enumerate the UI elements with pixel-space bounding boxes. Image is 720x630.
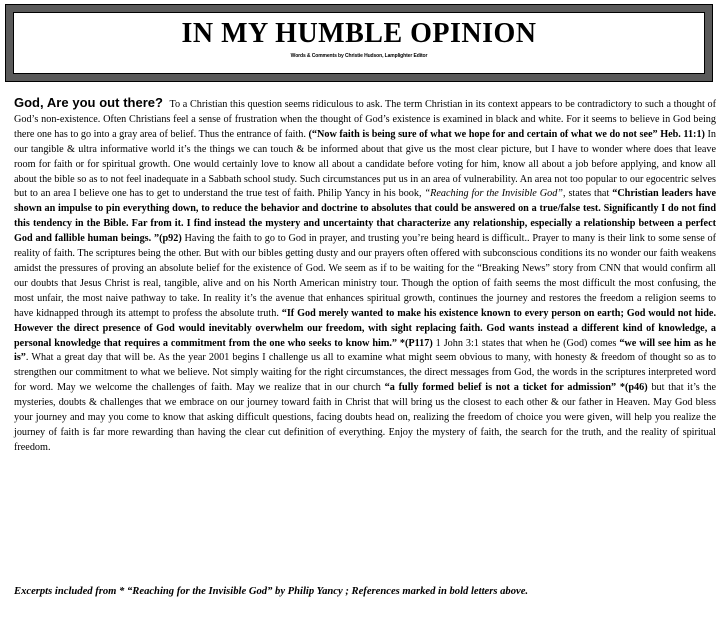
quote-yancy-p46: “a fully formed belief is not a ticket for admission” *(p46) <box>384 382 648 394</box>
article-text-6: . What a great day that will be. As the year 2001 begins I challenge us all to examine what might seem obvious to many, with honesty & freedom of thought so as to strengthen our commitment to what we believe. Not simply waiting for the right circumstances, the direct messages from God, the words in the scriptures interpreted word for word. May we welcome the challenges of faith. May we realize that in our church <box>14 352 716 394</box>
book-title: “Reaching for the Invisible God” <box>424 188 563 200</box>
article-body <box>14 96 716 456</box>
lead-question: God, Are you out there? <box>14 95 163 110</box>
column-byline: Words & Comments by Christie Hudson, Lamplighter Editor <box>290 53 428 59</box>
masthead-banner <box>5 4 713 82</box>
masthead-panel <box>13 12 705 74</box>
column-title: IN MY HUMBLE OPINION <box>181 18 537 49</box>
article-text-1: To a Christian this question seems ridiculous to ask. The term Christian in its context appears to be contradictory to such a thought of God’s non-existence. Often Christians feel a sense of frustration when the thought of God’s existence is examined in black and white. For it seems to believe in God being there one has to go into a gray area of belief. Thus the entrance of faith. <box>14 99 716 140</box>
article-text-4: Having the faith to go to God in prayer, and trusting you’re being heard is difficult.. Prayer to many is their link to some sense of reality of faith. The scriptures being the other. But with our bibles getting dusty and our prayers often offered with subconscious conditions its no wonder our faith weakens amidst the pressures of proving an absolute belief for the existence of God. We seem as if to be waiting for the “Breaking News” story from CNN that would confirm all our doubts that Jesus Christ is real, tangible, alive and on his North American ministry tour. Though the option of faith seems the most difficult the most confusing, the most unfair, the most naive pathway to take. In reality it’s the avenue that enhances spiritual growth, continues the journey and restores the freedom a religion seems to have kidnapped through its attempt to profess the absolute truth. <box>14 233 716 319</box>
scripture-quote-hebrews: (“Now faith is being sure of what we hope for and certain of what we do not see” Heb. 11:1) <box>308 128 705 140</box>
quote-yancy-p117: “If God merely wanted to make his existence known to every person on earth; God would not hide. However the direct presence of God would inevitably overwhelm our freedom, with sight replacing faith. God wants instead a different kind of knowledge, a personal knowledge that requires a commitment from the one who seeks to know him.” *(P117) <box>14 307 716 349</box>
article-text-7: but that it’s the mysteries, doubts & challenges that we embrace on our journey toward faith in Christ that will bring us the closest to each other & our father in Heaven. May God bless your journey and may you come to know that asking difficult questions, facing doubts head on, realizing the freedom of choice you were given, will help you realize the journey of faith is far more rewarding than having the clear cut definition of everything. Enjoy the mystery of faith, the search for the truth, and the reality of spiritual freedom. <box>14 382 717 453</box>
scripture-quote-john: “we will see him as he is” <box>14 337 717 364</box>
article-text-5: 1 John 3:1 states that when he (God) comes <box>435 337 617 349</box>
quote-yancy-p92: “Christian leaders have shown an impulse to pin everything down, to reduce the behavior and doctrine to absolutes that could be answered on a true/false test. Significantly I do not find this tendency in the Bible. Far from it. I find instead the mystery and uncertainty that characterize any relationship, especially a relationship between a perfect God and fallible human beings. ”(p92) <box>14 188 717 245</box>
article-text-2: In our tangible & ultra informative world it’s the things we can touch & be informed about that give us the most clear picture, but I have to wonder where does that leave room for faith or for spiritual growth. One would certainly love to know all about a candidate before voting for him, know all about a job before applying, and know all about the bible so as to not feel inadequate in a Sabbath school study. Such circumstances put us in an area of vulnerability. An area not too popular to our egocentric selves but to an area I believe one has to get to understand the true test of faith. Philip Yancy in his book, <box>14 128 717 200</box>
references-footnote: Excerpts included from * “Reaching for the Invisible God” by Philip Yancy ; References marked in bold letters above. <box>14 586 529 597</box>
article-text-3: , states that <box>562 188 610 200</box>
